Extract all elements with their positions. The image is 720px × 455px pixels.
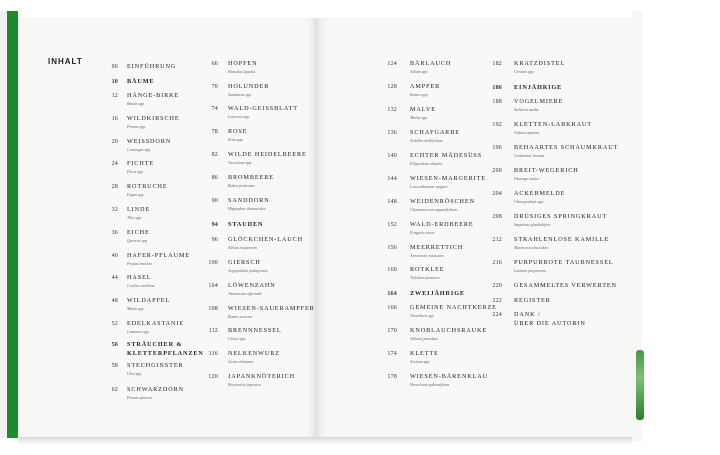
toc-page-number: 116 — [208, 351, 218, 357]
toc-page-number: 56 — [111, 342, 118, 348]
toc-page-number: 224 — [492, 312, 502, 318]
toc-entry-latin-name: Lonicera spp. — [228, 114, 250, 119]
toc-entry-latin-name: Galium aparine — [514, 130, 540, 135]
toc-entry-latin-name: Geum urbanum — [228, 359, 253, 364]
toc-page-number: 112 — [208, 328, 218, 334]
toc-entry-title: KLETTEN-LABKRAUT — [514, 121, 592, 128]
toc-entry-latin-name: Prunus spinosa — [127, 395, 152, 400]
toc-entry-title: HÄNGE-BIRKE — [127, 92, 180, 99]
toc-page-number: 212 — [492, 237, 502, 243]
toc-entry-latin-name: Rubus fruticosus — [228, 183, 255, 188]
toc-page-number: 220 — [492, 283, 502, 289]
toc-entry-title: BÄRLAUCH — [410, 60, 452, 67]
toc-entry-title: SCHWARZDORN — [127, 386, 184, 393]
toc-entry-title: HAFER-PFLAUME — [127, 252, 190, 259]
toc-entry-latin-name: Armoracia rusticana — [410, 253, 444, 258]
toc-page-number: 148 — [387, 199, 397, 205]
green-cover-edge — [7, 11, 18, 438]
toc-entry-title: STRÄUCHER & — [127, 341, 183, 348]
toc-page-number: 178 — [387, 374, 397, 380]
toc-entry-latin-name: Alliaria petiolata — [410, 336, 438, 341]
toc-page-number: 152 — [387, 222, 397, 228]
toc-entry-title: SANDDORN — [228, 197, 270, 204]
toc-entry-title: WEISSDORN — [127, 138, 172, 145]
toc-entry-latin-name: Picea spp. — [127, 169, 144, 174]
toc-page-number: 90 — [211, 198, 218, 204]
toc-entry-title: BREIT-WEGERICH — [514, 167, 579, 174]
toc-entry-title: MALVE — [410, 106, 436, 113]
toc-entry-title: EINJÄHRIGE — [514, 84, 563, 91]
toc-entry-title-line2: ÜBER DIE AUTORIN — [514, 320, 586, 327]
toc-entry-title: HOPFEN — [228, 60, 258, 67]
toc-entry-title: EICHE — [127, 229, 150, 236]
toc-entry-latin-name: Betula spp. — [127, 101, 145, 106]
toc-entry-title: BROMBEERE — [228, 174, 274, 181]
toc-page-number: 62 — [111, 387, 118, 393]
toc-page-number: 36 — [111, 230, 118, 236]
toc-entry-title: WILDE HEIDELBEERE — [228, 151, 307, 158]
toc-page-number: 108 — [208, 306, 218, 312]
toc-entry-title: AMPFER — [410, 83, 441, 90]
toc-entry-title: BÄUME — [127, 78, 155, 85]
toc-entry-title: EDELKASTANIE — [127, 320, 185, 327]
toc-page-number: 170 — [387, 328, 397, 334]
toc-entry-latin-name: Leucanthemum vulgare — [410, 184, 448, 189]
toc-entry-latin-name: Matricaria discoidea — [514, 245, 548, 250]
toc-page-number: 216 — [492, 260, 502, 266]
toc-page-number: 164 — [387, 291, 397, 297]
toc-entry-title: EINFÜHRUNG — [127, 63, 177, 70]
toc-entry-title: NELKENWURZ — [228, 350, 280, 357]
toc-entry-title: WALD-GEISSBLATT — [228, 105, 298, 112]
toc-entry-latin-name: Impatiens glandulifera — [514, 222, 551, 227]
toc-entry-latin-name: Sambucus spp. — [228, 92, 252, 97]
toc-page-number: 10 — [111, 79, 118, 85]
toc-entry-latin-name: Allium spp. — [410, 69, 429, 74]
toc-entry-latin-name: Vaccinium spp. — [228, 160, 253, 165]
toc-entry-title: WIESEN-MARGERITE — [410, 175, 486, 182]
toc-entry-title-line2: KLETTERPFLANZEN — [127, 350, 204, 357]
toc-entry-title: WEIDENRÖSCHEN — [410, 198, 475, 205]
toc-entry-title: DRÜSIGES SPRINGKRAUT — [514, 213, 608, 220]
toc-entry-latin-name: Prunus spp. — [127, 124, 147, 129]
toc-entry-latin-name: Trifolium pratense — [410, 275, 440, 280]
toc-page-number: 188 — [492, 99, 502, 105]
toc-page-number: 24 — [111, 161, 118, 167]
toc-page-number: 86 — [211, 175, 218, 181]
toc-entry-latin-name: Hippophae rhamnoides — [228, 206, 266, 211]
toc-entry-latin-name: Cardamine hirsuta — [514, 153, 545, 158]
toc-entry-title: ACKERMELDE — [514, 190, 566, 197]
toc-page-number: 06 — [111, 64, 118, 70]
toc-entry-latin-name: Achillea millefolium — [410, 138, 443, 143]
toc-entry-title: GESAMMELTES VERWERTEN — [514, 282, 617, 289]
toc-entry-latin-name: Tilia spp. — [127, 215, 142, 220]
toc-page-number: 40 — [111, 253, 118, 259]
toc-entry-latin-name: Malus spp. — [127, 306, 145, 311]
toc-entry-title: SCHAFGARBE — [410, 129, 460, 136]
toc-entry-latin-name: Fagus spp. — [127, 192, 145, 197]
toc-entry-latin-name: Oenothera spp. — [410, 313, 435, 318]
toc-entry-title: WILDAPFEL — [127, 297, 171, 304]
toc-page-number: 44 — [111, 275, 118, 281]
toc-entry-latin-name: Lamium purpureum — [514, 268, 546, 273]
toc-entry-title: BRENNNESSEL — [228, 327, 282, 334]
toc-entry-title: WIESEN-BÄRENKLAU — [410, 373, 488, 380]
toc-entry-title: ROTKLEE — [410, 266, 445, 273]
toc-page-number: 120 — [208, 374, 218, 380]
toc-entry-latin-name: Chenopodium spp. — [514, 199, 544, 204]
toc-entry-title: ROSE — [228, 128, 248, 135]
toc-page-number: 32 — [111, 207, 118, 213]
toc-entry-title: KRATZDISTEL — [514, 60, 566, 67]
toc-page-number: 204 — [492, 191, 502, 197]
toc-page-number: 144 — [387, 176, 397, 182]
toc-page-number: 182 — [492, 61, 502, 67]
toc-entry-title: FICHTE — [127, 160, 155, 167]
toc-entry-title: MEERRETTICH — [410, 244, 464, 251]
toc-entry-title: DANK / — [514, 311, 541, 318]
toc-entry-title: HOLUNDER — [228, 83, 270, 90]
toc-entry-title: ZWEIJÄHRIGE — [410, 290, 465, 297]
toc-entry-title: JAPANKNÖTERICH — [228, 373, 296, 380]
toc-entry-title: PURPURROTE TAUBNESSEL — [514, 259, 614, 266]
toc-entry-latin-name: Reynoutria japonica — [228, 382, 261, 387]
toc-entry-title: STRAHLENLOSE KAMILLE — [514, 236, 610, 243]
toc-page-number: 12 — [111, 93, 118, 99]
toc-page-number: 20 — [111, 139, 118, 145]
toc-page-number: 16 — [111, 116, 118, 122]
toc-page-number: 94 — [211, 222, 218, 228]
toc-page-number: 222 — [492, 298, 502, 304]
leaf-illustration — [636, 350, 644, 420]
toc-entry-latin-name: Crataegus spp. — [127, 147, 152, 152]
toc-page-number: 100 — [208, 260, 218, 266]
toc-page-number: 208 — [492, 214, 502, 220]
toc-entry-title: HASEL — [127, 274, 152, 281]
toc-entry-latin-name: Plantago major — [514, 176, 540, 181]
toc-entry-latin-name: Castanea spp. — [127, 329, 150, 334]
toc-page-number: 96 — [211, 237, 218, 243]
toc-entry-title: GLÖCKCHEN-LAUCH — [228, 236, 304, 243]
toc-page-number: 132 — [387, 107, 397, 113]
toc-entry-title: ROTBUCHE — [127, 183, 168, 190]
toc-page-number: 160 — [387, 267, 397, 273]
toc-page-number: 78 — [211, 129, 218, 135]
toc-entry-latin-name: Arctium spp. — [410, 359, 431, 364]
toc-entry-title: LINDE — [127, 206, 151, 213]
toc-entry-title: STAUDEN — [228, 221, 264, 228]
toc-page-number: 28 — [111, 184, 118, 190]
toc-entry-latin-name: Allium triquetrum — [228, 245, 257, 250]
toc-page-number: 128 — [387, 84, 397, 90]
toc-entry-title: WALD-ERDBEERE — [410, 221, 474, 228]
toc-entry-title: STECHGINSTER — [127, 362, 184, 369]
toc-entry-latin-name: Quercus spp. — [127, 238, 148, 243]
toc-entry-latin-name: Malva spp. — [410, 115, 428, 120]
toc-entry-latin-name: Humulus lupulus — [228, 69, 256, 74]
toc-page-number: 136 — [387, 130, 397, 136]
toc-page-number: 104 — [208, 283, 218, 289]
toc-page-number: 124 — [387, 61, 397, 67]
toc-entry-latin-name: Prunus insititia — [127, 261, 152, 266]
toc-entry-title: WILDKIRSCHE — [127, 115, 180, 122]
toc-page-number: 200 — [492, 168, 502, 174]
toc-page-number: 66 — [211, 61, 218, 67]
toc-entry-latin-name: Heracleum sphondylium — [410, 382, 450, 387]
toc-page-number: 196 — [492, 145, 502, 151]
toc-page-number: 156 — [387, 245, 397, 251]
toc-entry-latin-name: Stellaria media — [514, 107, 539, 112]
toc-page-number: 52 — [111, 321, 118, 327]
toc-page-number: 174 — [387, 351, 397, 357]
toc-entry-title: BEHAARTES SCHAUMKRAUT — [514, 144, 619, 151]
toc-entry-title: GEMEINE NACHTKERZE — [410, 304, 497, 311]
toc-entry-latin-name: Chamaenerion angustifolium — [410, 207, 457, 212]
toc-page-number: 70 — [211, 84, 218, 90]
toc-page-number: 140 — [387, 153, 397, 159]
toc-entry-latin-name: Filipendula ulmaria — [410, 161, 443, 166]
toc-page-number: 74 — [211, 106, 218, 112]
toc-entry-latin-name: Corylus avellana — [127, 283, 155, 288]
toc-entry-title: VOGELMIERE — [514, 98, 564, 105]
toc-page-number: 192 — [492, 122, 502, 128]
toc-entry-latin-name: Rosa spp. — [228, 137, 244, 142]
toc-entry-latin-name: Rumex acetosa — [228, 314, 253, 319]
toc-page-number: 58 — [111, 363, 118, 369]
toc-entry-latin-name: Taraxacum officinale — [228, 291, 262, 296]
toc-heading: INHALT — [48, 57, 83, 66]
toc-page-number: 186 — [492, 85, 502, 91]
toc-entry-latin-name: Aegopodium podagraria — [228, 268, 268, 273]
toc-entry-title: GIERSCH — [228, 259, 261, 266]
toc-entry-latin-name: Ulex spp. — [127, 371, 143, 376]
toc-entry-title: ECHTER MÄDESÜSS — [410, 152, 483, 159]
toc-entry-latin-name: Fragaria vesca — [410, 230, 435, 235]
toc-entry-title: LÖWENZAHN — [228, 282, 276, 289]
toc-entry-latin-name: Rumex spp. — [410, 92, 429, 97]
toc-page-number: 166 — [387, 305, 397, 311]
toc-page-number: 48 — [111, 298, 118, 304]
toc-entry-title: REGISTER — [514, 297, 551, 304]
toc-entry-title: KNOBLAUCHSRAUKE — [410, 327, 488, 334]
toc-entry-title: WIESEN-SAUERAMPFER — [228, 305, 315, 312]
page-shadow — [18, 437, 632, 445]
toc-page-number: 82 — [211, 152, 218, 158]
book-edge-left — [0, 11, 7, 438]
toc-entry-title: KLETTE — [410, 350, 439, 357]
toc-entry-latin-name: Urtica spp. — [228, 336, 246, 341]
toc-entry-latin-name: Cirsium spp. — [514, 69, 535, 74]
